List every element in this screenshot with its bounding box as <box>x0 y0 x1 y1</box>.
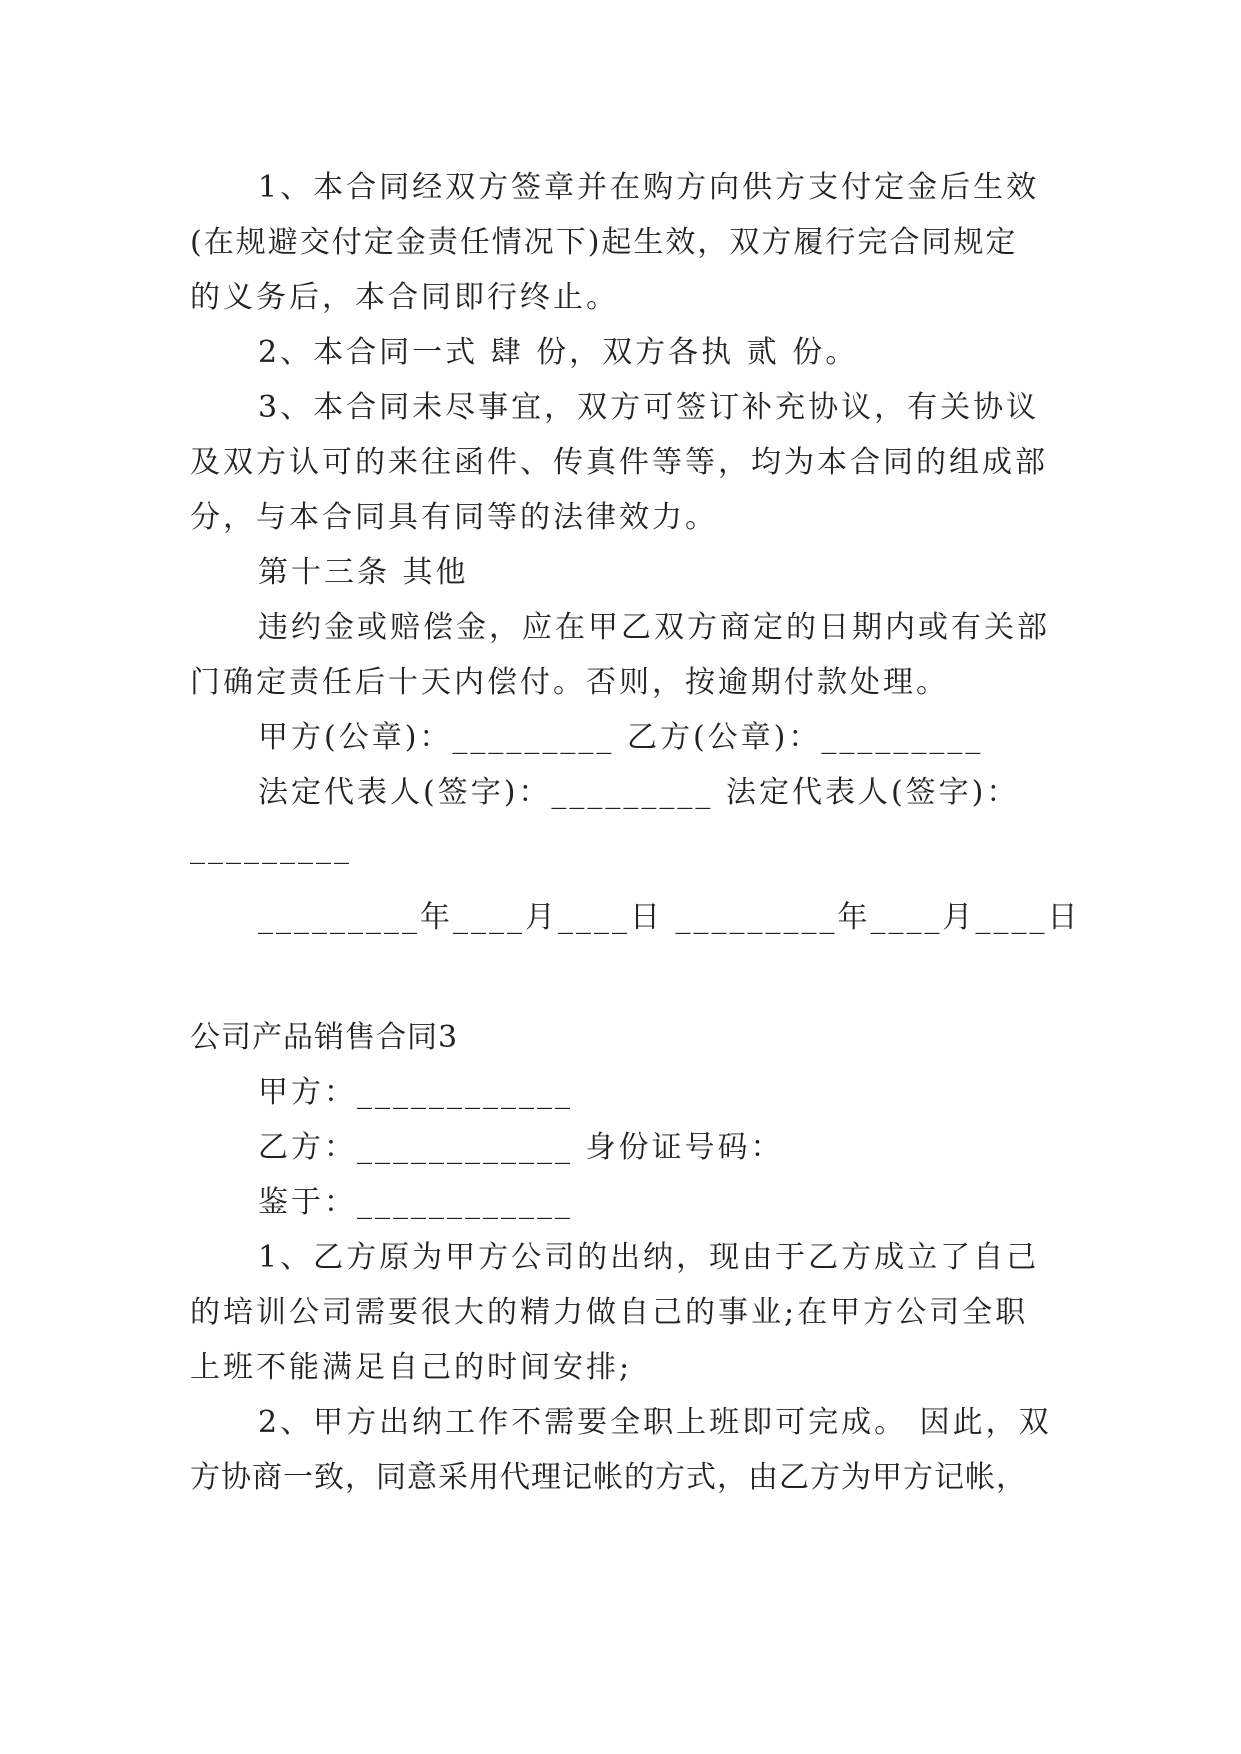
para-clause-3-line-2: 及双方认可的来往函件、传真件等等，均为本合同的组成部 <box>190 445 1048 480</box>
signature-representatives: 法定代表人(签字)：_________ 法定代表人(签字)： <box>258 775 1020 810</box>
para-clause-1-line-3: 的义务后，本合同即行终止。 <box>190 280 619 315</box>
para-recital-2-line-1: 2、甲方出纳工作不需要全职上班即可完成。 因此，双 <box>258 1405 1052 1440</box>
contract-title: 公司产品销售合同3 <box>190 1020 459 1055</box>
para-penalty-line-1: 违约金或赔偿金，应在甲乙双方商定的日期内或有关部 <box>258 610 1050 645</box>
party-a: 甲方：____________ <box>258 1075 573 1110</box>
para-clause-1-line-1: 1、本合同经双方签章并在购方向供方支付定金后生效 <box>258 170 1040 205</box>
para-clause-3-line-3: 分，与本合同具有同等的法律效力。 <box>190 500 718 535</box>
signature-blank-continued: _________ <box>190 830 352 865</box>
whereas: 鉴于：____________ <box>258 1185 573 1220</box>
para-clause-2: 2、本合同一式 肆 份，双方各执 贰 份。 <box>258 335 859 370</box>
para-penalty-line-2: 门确定责任后十天内偿付。否则，按逾期付款处理。 <box>190 665 949 700</box>
para-clause-3-line-1: 3、本合同未尽事宜，双方可签订补充协议，有关协议 <box>258 390 1040 425</box>
party-b: 乙方：____________ 身份证号码： <box>258 1130 784 1165</box>
section-heading-13: 第十三条 其他 <box>258 555 469 590</box>
para-recital-2-line-2: 方协商一致，同意采用代理记帐的方式，由乙方为甲方记帐， <box>190 1460 1027 1495</box>
para-clause-1-line-2: (在规避交付定金责任情况下)起生效，双方履行完合同规定 <box>190 225 1018 260</box>
signature-dates: _________年____月____日 _________年____月____日 <box>258 900 1081 935</box>
para-recital-1-line-1: 1、乙方原为甲方公司的出纳，现由于乙方成立了自己 <box>258 1240 1040 1275</box>
para-recital-1-line-3: 上班不能满足自己的时间安排; <box>190 1350 633 1385</box>
para-recital-1-line-2: 的培训公司需要很大的精力做自己的事业;在甲方公司全职 <box>190 1295 1029 1330</box>
signature-seals: 甲方(公章)：_________ 乙方(公章)：_________ <box>258 720 984 755</box>
